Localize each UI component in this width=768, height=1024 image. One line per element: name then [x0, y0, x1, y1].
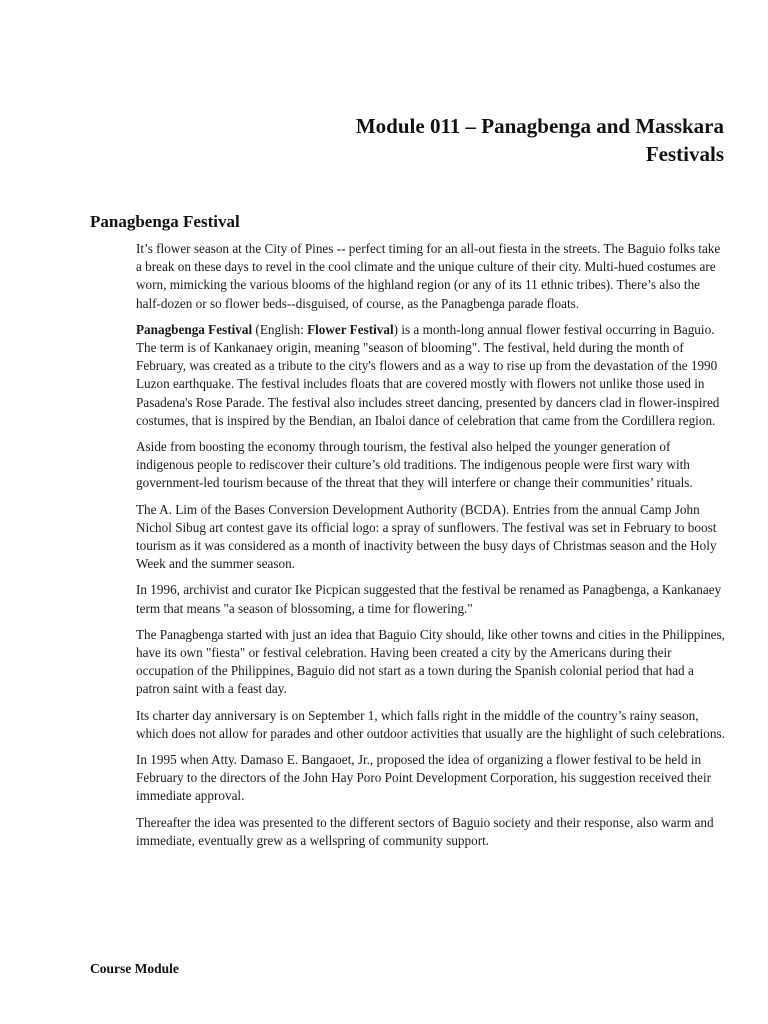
definition-rest: ) is a month-long annual flower festival occurring in Baguio. The term is of Kankanaey origin, meaning "season of blooming". The festival, held during the month of February, was created as a tribute to the city's flowers and as a way to rise up from the devastation of the 1990 Luzon earthquake. The festival includes floats that are covered mostly with flowers not unlike those used in Pasadena's Rose Parade. The festival also includes street dancing, presented by dancers clad in flower-inspired costumes, that is inspired by the Bendian, an Ibaloi dance of celebration that came from the Cordillera region.: [136, 321, 720, 428]
paragraph-origin: The Panagbenga started with just an idea that Baguio City should, like other towns and cities in the Philippines, have its own "fiesta" or festival celebration. Having been created a city by the Americans during their occupation of the Philippines, Baguio did not start as a town during the Spanish colonial period that had a patron saint with a feast day.: [136, 626, 725, 697]
paragraph-charter-day: Its charter day anniversary is on September 1, which falls right in the middle of the country’s rainy season, which does not allow for parades and other outdoor activities that usually are the highlight of such celebrations.: [136, 707, 725, 741]
paragraph-community: Thereafter the idea was presented to the different sectors of Baguio society and their response, also warm and immediate, eventually grew as a wellspring of community support.: [136, 814, 714, 848]
paragraph-economy: Aside from boosting the economy through tourism, the festival also helped the younger generation of indigenous people to rediscover their culture’s old traditions. The indigenous people were first wary with government-led tourism because of the threat that they will interfere or change their communities’ rituals.: [136, 439, 693, 491]
paragraph-bcda: The A. Lim of the Bases Conversion Development Authority (BCDA). Entries from the annual Camp John Nichol Sibug art contest gave its official logo: a spray of sunflowers. The festival was set in February to boost tourism as it was considered as a month of inactivity between the busy days of Christmas season and the Holy Week and the summer season.: [136, 501, 717, 572]
paragraph-1996: In 1996, archivist and curator Ike Picpican suggested that the festival be renamed as Panagbenga, a Kankanaey term that means "a season of blossoming, a time for flowering.": [136, 582, 722, 616]
module-title: [264, 112, 724, 168]
section-heading: Panagbenga Festival: [90, 212, 240, 231]
paragraph-intro: It’s flower season at the City of Pines -- perfect timing for an all-out fiesta in the streets. The Baguio folks take a break on these days to revel in the cool climate and the unique culture of their city. Multi-hued costumes are worn, mimicking the various blooms of the highland region (or any of its 11 ethnic tribes). There’s also the half-dozen or so flower beds--disguised, of course, as the Panagbenga parade floats.: [136, 241, 721, 311]
term-open: (English:: [252, 321, 308, 337]
paragraph-definition: [136, 321, 726, 430]
paragraph-1995: In 1995 when Atty. Damaso E. Bangaoet, Jr., proposed the idea of organizing a flower festival to be held in February to the directors of the John Hay Poro Point Development Corporation, his suggestion received their immediate approval.: [136, 752, 712, 804]
module-title-line-2: Festivals: [645, 142, 724, 166]
body-text: [136, 240, 726, 850]
course-module-footer: Course Module: [90, 961, 179, 976]
module-title-line-1: Module 011 – Panagbenga and Masskara: [355, 114, 724, 138]
term-english-bold: Flower Festival: [307, 321, 394, 337]
term-bold: Panagbenga Festival: [136, 321, 253, 337]
